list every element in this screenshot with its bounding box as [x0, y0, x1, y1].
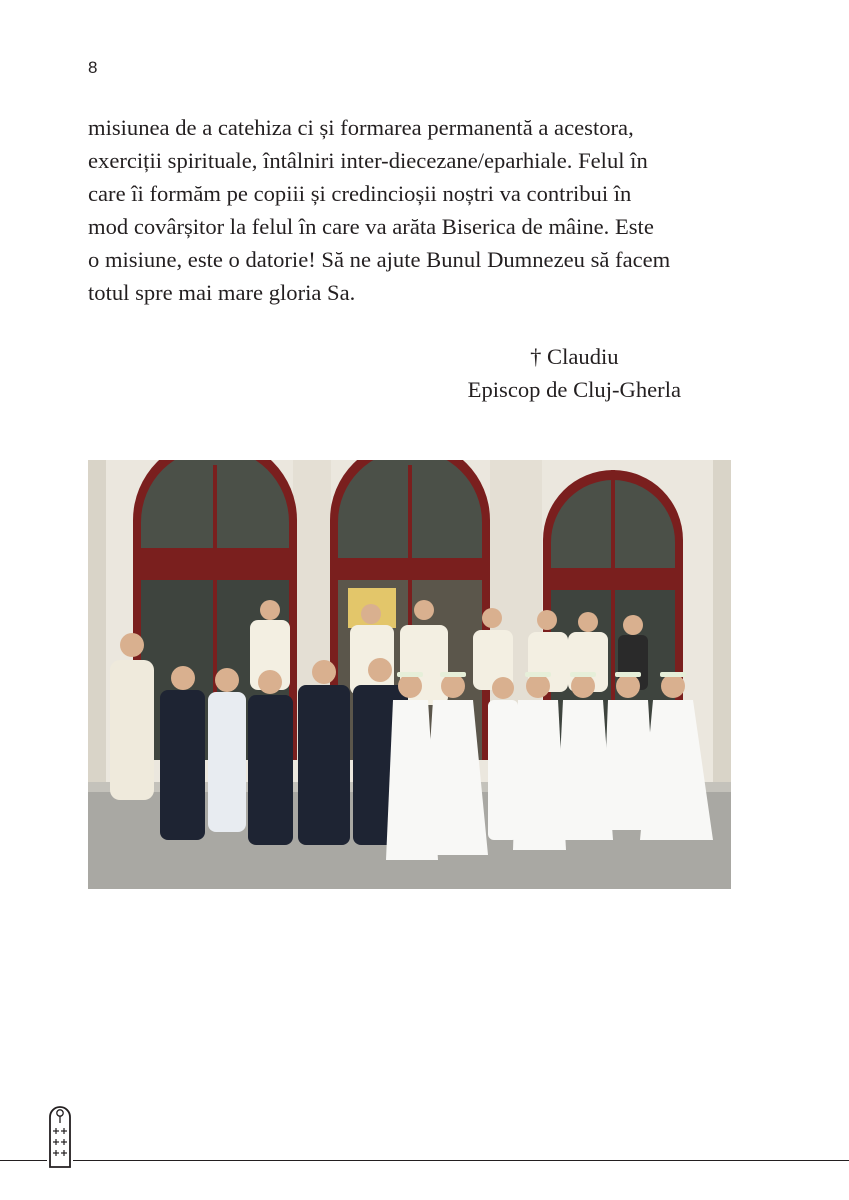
- body-line: exerciții spirituale, întâlniri inter-diecezane/eparhiale. Felul în: [88, 148, 648, 173]
- group-photo-illustration: [88, 460, 731, 889]
- group-photo: [88, 460, 731, 889]
- footer-rule: [0, 1160, 849, 1161]
- body-line: mod covârșitor la felul în care va arăta Biserica de mâine. Este: [88, 214, 654, 239]
- body-line: totul spre mai mare gloria Sa.: [88, 280, 356, 305]
- body-line: misiunea de a catehiza ci și formarea permanentă a acestora,: [88, 115, 634, 140]
- church-window-icon: [47, 1103, 73, 1169]
- body-paragraph: [88, 111, 732, 309]
- body-line: o misiune, este o datorie! Să ne ajute Bunul Dumnezeu să facem: [88, 247, 671, 272]
- signature-block: [468, 340, 681, 406]
- signature-title: Episcop de Cluj-Gherla: [467, 377, 681, 402]
- page-number: 8: [88, 58, 98, 77]
- body-line: care îi formăm pe copiii și credincioșii noștri va contribui în: [88, 181, 632, 206]
- signature-name: † Claudiu: [530, 344, 619, 369]
